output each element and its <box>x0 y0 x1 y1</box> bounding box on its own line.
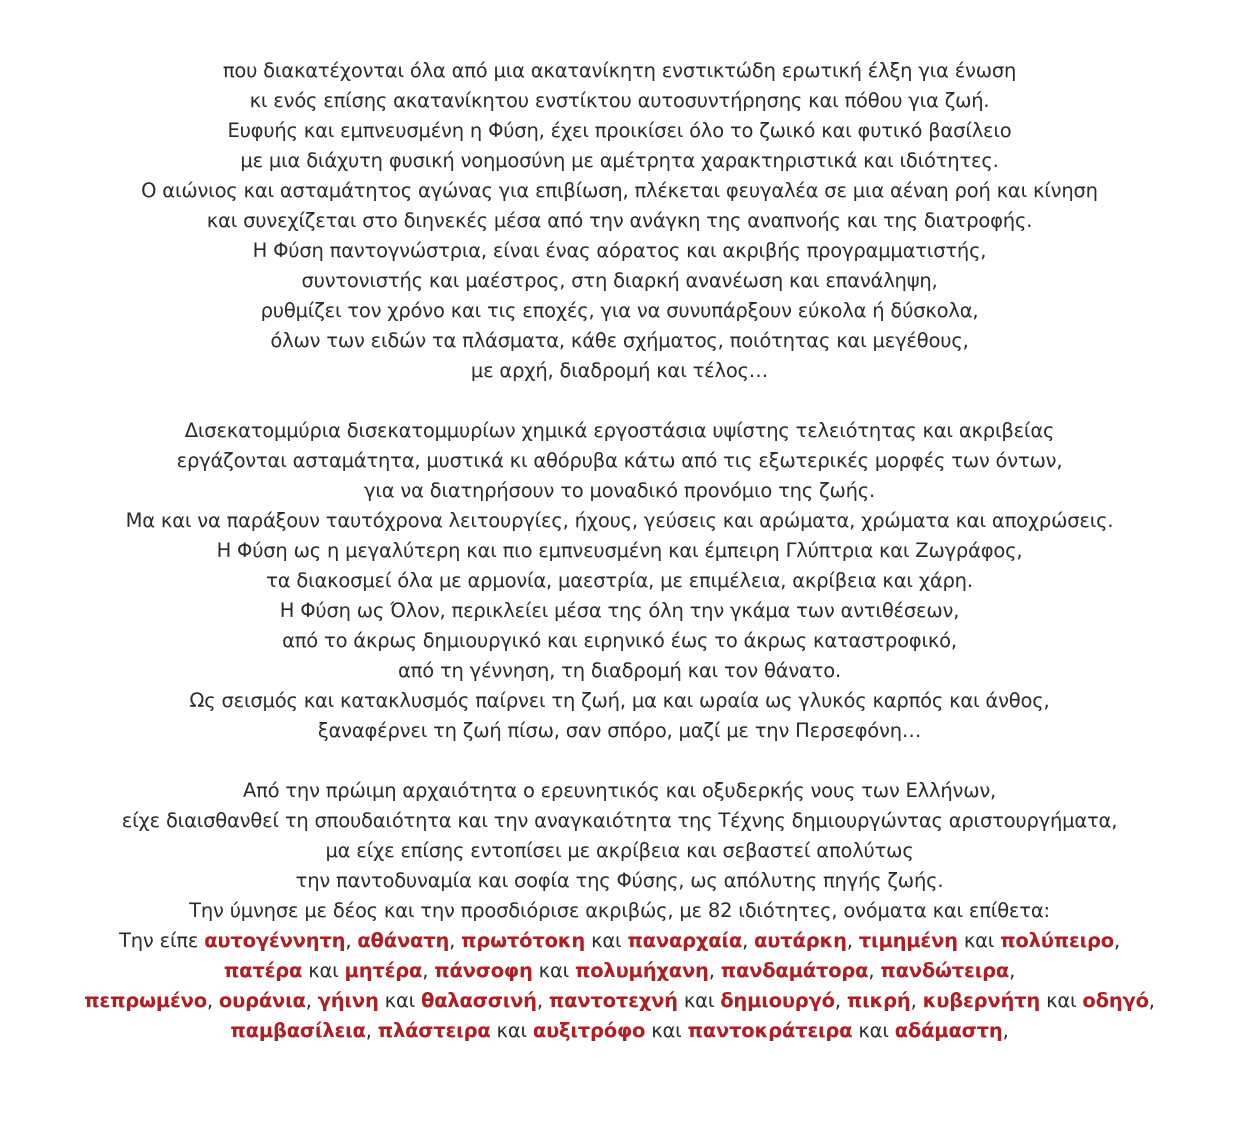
epithet: πλάστειρα <box>377 1019 491 1042</box>
epithet-line-2 <box>0 956 1239 986</box>
epithet: μητέρα <box>344 959 423 982</box>
epithet: πεπρωμένο <box>84 989 207 1012</box>
text-line: Από την πρώιμη αρχαιότητα ο ερευνητικός και οξυδερκής νους των Ελλήνων, <box>242 779 997 802</box>
plain-text: και <box>645 1019 688 1042</box>
text-line: από τη γέννηση, τη διαδρομή και τον θάνατο. <box>398 659 841 682</box>
stanza-1 <box>0 56 1239 386</box>
text-line: που διακατέχονται όλα από μια ακατανίκητη ενστικτώδη ερωτική έλξη για ένωση <box>222 59 1017 82</box>
text-line: και συνεχίζεται στο διηνεκές μέσα από την ανάγκη της αναπνοής και της διατροφής. <box>206 209 1033 232</box>
text-line: Μα και να παράξουν ταυτόχρονα λειτουργίες, ήχους, γεύσεις και αρώματα, χρώματα και αποχρώσεις. <box>125 509 1114 532</box>
text-line: για να διατηρήσουν το μοναδικό προνόμιο της ζωής. <box>363 479 875 502</box>
plain-text: , <box>846 929 859 952</box>
poem-page <box>0 56 1239 1076</box>
text-line: ρυθμίζει τον χρόνο και τις εποχές, για να συνυπάρξουν εύκολα ή δύσκολα, <box>260 299 979 322</box>
epithet: πατέρα <box>223 959 303 982</box>
text-line: εργάζονται ασταμάτητα, μυστικά κι αθόρυβα κάτω από τις εξωτερικές μορφές των όντων, <box>176 449 1063 472</box>
epithet: πρωτότοκη <box>461 929 586 952</box>
epithet: παμβασίλεια <box>230 1019 366 1042</box>
epithet-line-3 <box>0 986 1239 1016</box>
plain-text: , <box>536 989 549 1012</box>
epithet: αθάνατη <box>357 929 450 952</box>
plain-text: , <box>365 1019 378 1042</box>
plain-text: , <box>910 989 923 1012</box>
plain-text: , <box>868 959 881 982</box>
plain-text: , <box>345 929 358 952</box>
epithet: παντοκράτειρα <box>687 1019 853 1042</box>
epithet: δημιουργό <box>720 989 835 1012</box>
plain-text: , <box>422 959 435 982</box>
epithet: πανδαμάτορα <box>720 959 869 982</box>
epithet: αυτάρκη <box>754 929 847 952</box>
text-line: Η Φύση ως Όλον, περικλείει μέσα της όλη την γκάμα των αντιθέσεων, <box>279 599 960 622</box>
plain-text: , <box>708 959 721 982</box>
epithet: γήινη <box>317 989 379 1012</box>
epithet: παναρχαία <box>627 929 743 952</box>
text-line: ξαναφέρνει τη ζωή πίσω, σαν σπόρο, μαζί με την Περσεφόνη… <box>317 719 922 742</box>
epithet: τιμημένη <box>858 929 958 952</box>
text-line: κι ενός επίσης ακατανίκητου ενστίκτου αυτοσυντήρησης και πόθου για ζωή. <box>249 89 990 112</box>
text-line: από το άκρως δημιουργικό και ειρηνικό έως το άκρως καταστροφικό, <box>282 629 957 652</box>
plain-text: , <box>1113 929 1120 952</box>
epithet-line-1 <box>0 926 1239 956</box>
text-line: Η Φύση παντογνώστρια, είναι ένας αόρατος και ακριβής προγραμματιστής, <box>252 239 987 262</box>
plain-text: Την είπε <box>119 929 205 952</box>
plain-text: , <box>1148 989 1155 1012</box>
text-line: Η Φύση ως η μεγαλύτερη και πιο εμπνευσμένη και έμπειρη Γλύπτρια και Ζωγράφος, <box>216 539 1023 562</box>
text-line: Ως σεισμός και κατακλυσμός παίρνει τη ζωή, μα και ωραία ως γλυκός καρπός και άνθος, <box>189 689 1050 712</box>
text-line: την παντοδυναμία και σοφία της Φύσης, ως απόλυτης πηγής ζωής. <box>295 869 944 892</box>
text-line: είχε διαισθανθεί τη σπουδαιότητα και την αναγκαιότητα της Τέχνης δημιουργώντας αριστουργήματα, <box>121 809 1118 832</box>
epithet: θαλασσινή <box>421 989 537 1012</box>
text-line: Ο αιώνιος και ασταμάτητος αγώνας για επιβίωση, πλέκεται φευγαλέα σε μια αέναη ροή και κίνηση <box>141 179 1098 202</box>
plain-text: και <box>532 959 576 982</box>
text-line: Ευφυής και εμπνευσμένη η Φύση, έχει προικίσει όλο το ζωικό και φυτικό βασίλειο <box>227 119 1012 142</box>
plain-text: , <box>206 989 219 1012</box>
text-line: συντονιστής και μαέστρος, στη διαρκή ανανέωση και επανάληψη, <box>301 269 938 292</box>
epithet: αδάμαστη <box>894 1019 1003 1042</box>
plain-text: και <box>677 989 721 1012</box>
epithet: ουράνια <box>218 989 306 1012</box>
epithet: οδηγό <box>1082 989 1149 1012</box>
text-line: με αρχή, διαδρομή και τέλος… <box>470 359 769 382</box>
text-line: μα είχε επίσης εντοπίσει με ακρίβεια και σεβαστεί απολύτως <box>325 839 914 862</box>
epithet: παντοτεχνή <box>548 989 678 1012</box>
text-line: όλων των ειδών τα πλάσματα, κάθε σχήματος, ποιότητας και μεγέθους, <box>270 329 969 352</box>
epithet: πανδώτειρα <box>880 959 1010 982</box>
epithet: πάνσοφη <box>434 959 533 982</box>
plain-text: , <box>742 929 755 952</box>
plain-text: , <box>449 929 462 952</box>
text-line: Την ύμνησε με δέος και την προσδιόρισε ακριβώς, με 82 ιδιότητες, ονόματα και επίθετα: <box>189 899 1050 922</box>
plain-text: και <box>490 1019 533 1042</box>
plain-text: , <box>305 989 318 1012</box>
plain-text: και <box>852 1019 895 1042</box>
text-line: με μια διάχυτη φυσική νοημοσύνη με αμέτρητα χαρακτηριστικά και ιδιότητες. <box>240 149 999 172</box>
plain-text: και <box>1040 989 1083 1012</box>
epithet-line-4 <box>0 1016 1239 1046</box>
stanza-3 <box>0 776 1239 1046</box>
plain-text: και <box>957 929 1001 952</box>
text-line: τα διακοσμεί όλα με αρμονία, μαεστρία, με επιμέλεια, ακρίβεια και χάρη. <box>266 569 973 592</box>
epithet: αυτογέννητη <box>204 929 346 952</box>
plain-text: , <box>1009 959 1016 982</box>
epithet: πολύπειρο <box>1000 929 1114 952</box>
epithet: αυξιτρόφο <box>532 1019 646 1042</box>
epithet: πολυμήχανη <box>575 959 709 982</box>
epithet: πικρή <box>846 989 911 1012</box>
plain-text: και <box>378 989 421 1012</box>
plain-text: και <box>302 959 345 982</box>
stanza-2 <box>0 416 1239 746</box>
plain-text: , <box>834 989 847 1012</box>
text-line: Δισεκατομμύρια δισεκατομμυρίων χημικά εργοστάσια υψίστης τελειότητας και ακριβείας <box>184 419 1055 442</box>
plain-text: , <box>1002 1019 1009 1042</box>
plain-text: και <box>585 929 628 952</box>
epithet: κυβερνήτη <box>922 989 1041 1012</box>
